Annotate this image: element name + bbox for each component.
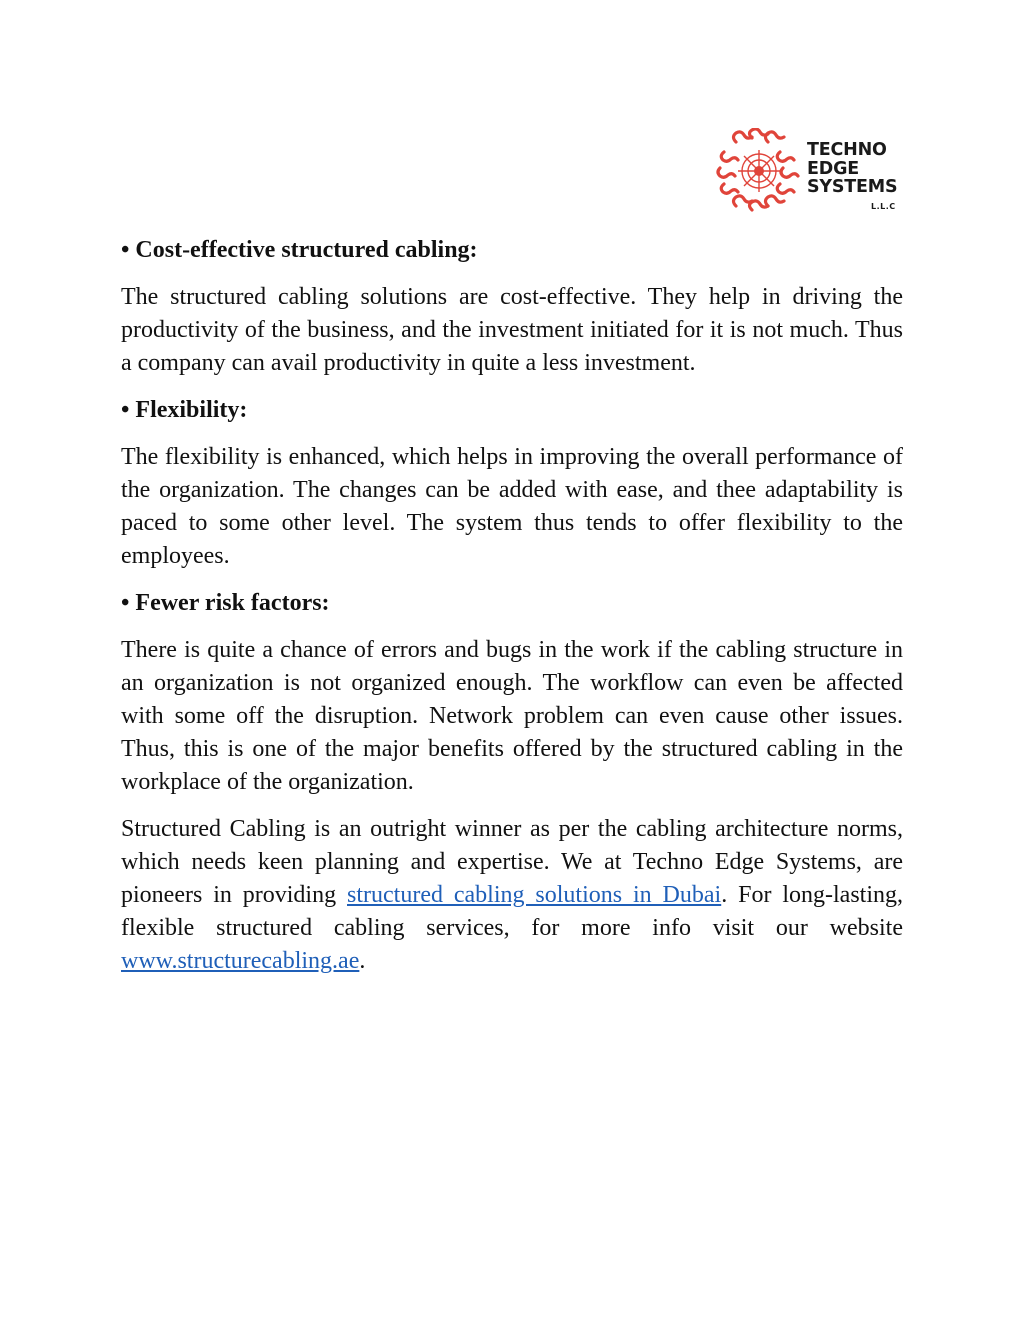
logo-line-1: TECHNO [807,140,887,160]
closing-paragraph [121,813,903,978]
logo-line-2: EDGE [807,158,859,179]
section-heading-flexibility: • Flexibility: [121,397,248,423]
logo-wordmark [807,141,897,197]
techno-edge-logo-icon [716,128,802,214]
structured-cabling-dubai-link[interactable]: structured cabling solutions in Dubai [347,882,722,908]
closing-text-end: . [359,948,366,974]
section-body-flexibility: The flexibility is enhanced, which helps in improving the overall performance of the organization. The changes can be added with ease, and thee adaptability is paced to some other level. The system thus tends to offer flexibility to the employees. [121,444,903,569]
company-logo [716,128,906,216]
section-heading-cost-effective: • Cost-effective structured cabling: [121,237,478,263]
logo-suffix: L.L.C [871,202,896,211]
section-body-cost-effective: The structured cabling solutions are cost-effective. They help in driving the productivity of the business, and the investment initiated for it is not much. Thus a company can avail productivity in quite a less investment. [121,284,903,376]
document-body [121,234,903,992]
closing-text-intro: Structured Cabling is an outright winner as per the cabling architecture norms, which needs keen planning and expertise. We at Techno Edge Systems, are pioneers in providing [121,816,903,908]
logo-line-3: SYSTEMS [807,177,898,197]
section-body-fewer-risk: There is quite a chance of errors and bugs in the work if the cabling structure in an organization is not organized enough. The workflow can even be affected with some off the disruption. Network problem can even cause other issues. Thus, this is one of the major benefits offered by the structured cabling in the workplace of the organization. [121,637,903,795]
closing-text-middle: . For long-lasting, flexible structured cabling services, for more info visit our website [121,882,903,941]
website-link[interactable]: www.structurecabling.ae [121,948,360,974]
section-heading-fewer-risk: • Fewer risk factors: [121,590,330,616]
